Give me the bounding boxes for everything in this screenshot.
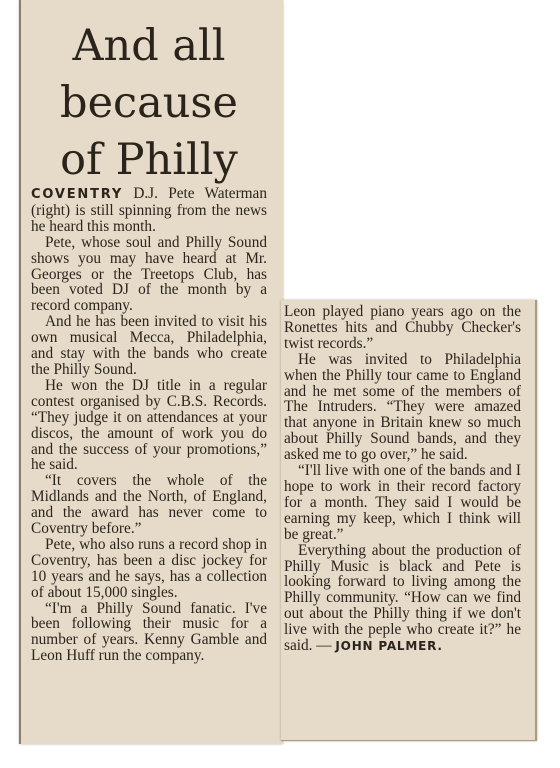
headline-line-2: because <box>60 78 238 128</box>
article-paragraph: “I'll live with one of the bands and I hope to work in their record factory for a month. They said I would be earning my keep, which I think will be great.” <box>284 462 521 543</box>
paragraph-text: Everything about the production of Philly Music is black and Pete is looking forward to living among the Philly community. “How can we find out about the Philly thing if we don't live with the peple who create it?” he said. — <box>284 541 521 655</box>
dateline: COVENTRY <box>31 187 124 202</box>
article-paragraph: He won the DJ title in a regular contest organised by C.B.S. Records. “They judge it on attendances at your discos, the amount of work you do and the success of your promotions,” he said. <box>31 376 267 474</box>
article-paragraph <box>31 186 267 235</box>
article-paragraph <box>284 543 521 655</box>
article-paragraph: He was invited to Philadelphia when the Philly tour came to England and he met some of the members of The Intruders. “They were amazed that anyone in Britain knew so much about Philly Sound bands, and they asked me to go over,” he said. <box>284 350 521 464</box>
article-paragraph: “I'm a Philly Sound fanatic. I've been following their music for a number of years. Kenny Gamble and Leon Huff run the company. <box>31 599 267 665</box>
headline-line-1: And all <box>72 21 226 71</box>
byline: JOHN PALMER. <box>335 639 443 654</box>
article-paragraph: “It covers the whole of the Midlands and the North, of England, and the award has never come to Coventry before.” <box>31 472 267 538</box>
article-headline <box>36 18 262 189</box>
headline-line-3: of Philly <box>60 135 238 185</box>
article-paragraph: Pete, whose soul and Philly Sound shows you may have heard at Mr. Georges or the Treetops Club, has been voted DJ of the month by a record company. <box>31 233 267 315</box>
paragraph-text: D.J. Pete Waterman (right) is still spinning from the news he heard this month. <box>31 185 267 235</box>
article-column-left <box>31 186 267 664</box>
article-paragraph: Pete, who also runs a record shop in Coventry, has been a disc jockey for 10 years and he says, has a collection of about 15,000 singles. <box>31 535 267 601</box>
article-paragraph: Leon played piano years ago on the Ronettes hits and Chubby Checker's twist records.” <box>284 303 521 352</box>
article-column-right <box>284 304 521 655</box>
article-paragraph: And he has been invited to visit his own musical Mecca, Philadelphia, and stay with the bands who create the Philly Sound. <box>31 313 267 378</box>
